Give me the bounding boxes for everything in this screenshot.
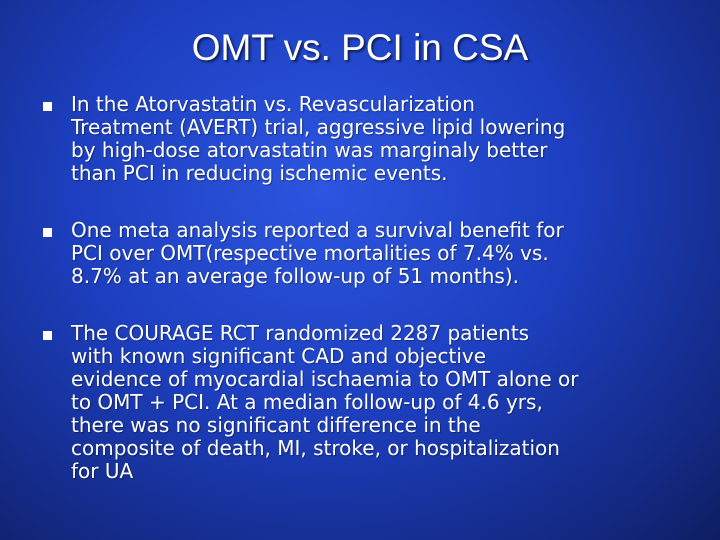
bullet-text: One meta analysis reported a survival benefit for PCI over OMT(respective mortalities of 7.4% vs. 8.7% at an average follow-up of 51 months). — [71, 218, 564, 288]
square-bullet-icon — [43, 228, 52, 237]
bullet-text: The COURAGE RCT randomized 2287 patients with known significant CAD and objective evidence of myocardial ischaemia to OMT alone or to OMT + PCI. At a median follow-up of 4.6 yrs, there was no significant difference in the composite of death, MI, stroke, or hospitalization for UA — [71, 321, 579, 483]
square-bullet-icon — [43, 331, 52, 340]
square-bullet-icon — [43, 102, 52, 111]
slide-title: OMT vs. PCI in CSA — [191, 27, 529, 68]
bullet-text: In the Atorvastatin vs. Revascularization Treatment (AVERT) trial, aggressive lipid lowering by high-dose atorvastatin was marginaly better than PCI in reducing ischemic events. — [71, 92, 566, 185]
